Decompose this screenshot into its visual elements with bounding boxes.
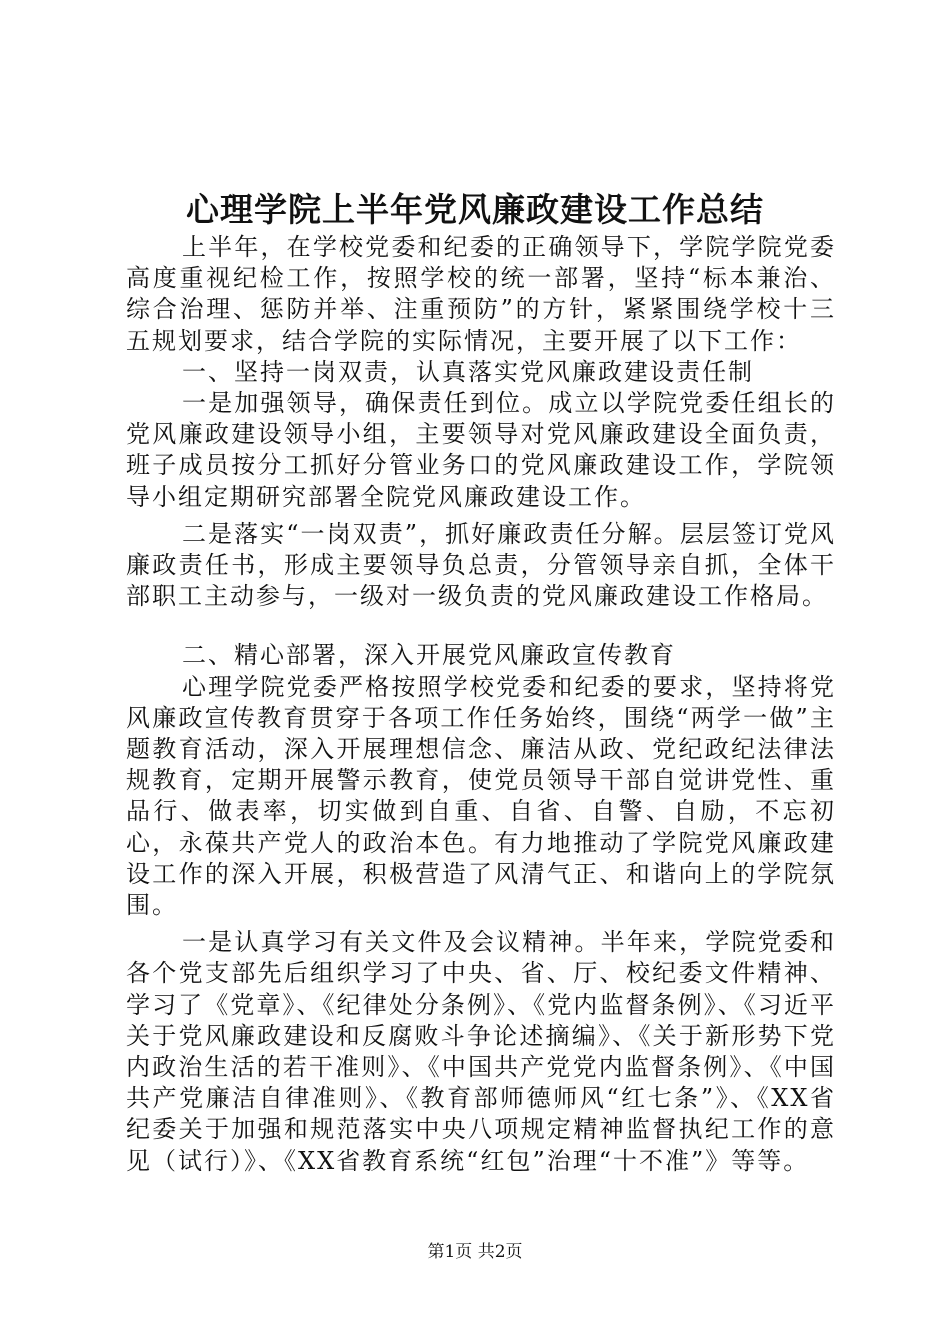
intro-paragraph: 上半年，在学校党委和纪委的正确领导下，学院学院党委高度重视纪检工作，按照学校的统一部署，坚持“标本兼治、综合治理、惩防并举、注重预防”的方针，紧紧围绕学校十三五规划要求，结合学院的实际情况，主要开展了以下工作： xyxy=(126,233,836,355)
document-body xyxy=(126,232,836,1177)
paragraph-leadership: 一是加强领导，确保责任到位。成立以学院党委任组长的党风廉政建设领导小组，主要领导对党风廉政建设全面负责，班子成员按分工抓好分管业务口的党风廉政建设工作，学院领导小组定期研究部署全院党风廉政建设工作。 xyxy=(126,389,836,511)
paragraph-responsibility: 二是落实“一岗双责”，抓好廉政责任分解。层层签订党风廉政责任书，形成主要领导负总责，分管领导亲自抓，全体干部职工主动参与，一级对一级负责的党风廉政建设工作格局。 xyxy=(126,519,836,611)
page-indicator: 第1页 共2页 xyxy=(427,1242,523,1262)
paragraph-study: 一是认真学习有关文件及会议精神。半年来，学院党委和各个党支部先后组织学习了中央、省、厅、校纪委文件精神、学习了《党章》、《纪律处分条例》、《党内监督条例》、《习近平关于党风廉政建设和反腐败斗争论述摘编》、《关于新形势下党内政治生活的若干准则》、《中国共产党党内监督条例》、《中国共产党廉洁自律准则》、《教育部师德师风“红七条”》、《XX省纪委关于加强和规范落实中央八项规定精神监督执纪工作的意见（试行）》、《XX省教育系统“红包”治理“十不准”》等等。 xyxy=(126,928,836,1175)
document-title: 心理学院上半年党风廉政建设工作总结 xyxy=(186,190,764,229)
section-heading-1: 一、坚持一岗双责，认真落实党风廉政建设责任制 xyxy=(182,357,754,386)
section-heading-2: 二、精心部署，深入开展党风廉政宣传教育 xyxy=(182,641,676,670)
paragraph-education: 心理学院党委严格按照学校党委和纪委的要求，坚持将党风廉政宣传教育贯穿于各项工作任务始终，围绕“两学一做”主题教育活动，深入开展理想信念、廉洁从政、党纪政纪法律法规教育，定期开展警示教育，使党员领导干部自觉讲党性、重品行、做表率，切实做到自重、自省、自警、自励，不忘初心，永葆共产党人的政治本色。有力地推动了学院党风廉政建设工作的深入开展，积极营造了风清气正、和谐向上的学院氛围。 xyxy=(126,672,836,920)
